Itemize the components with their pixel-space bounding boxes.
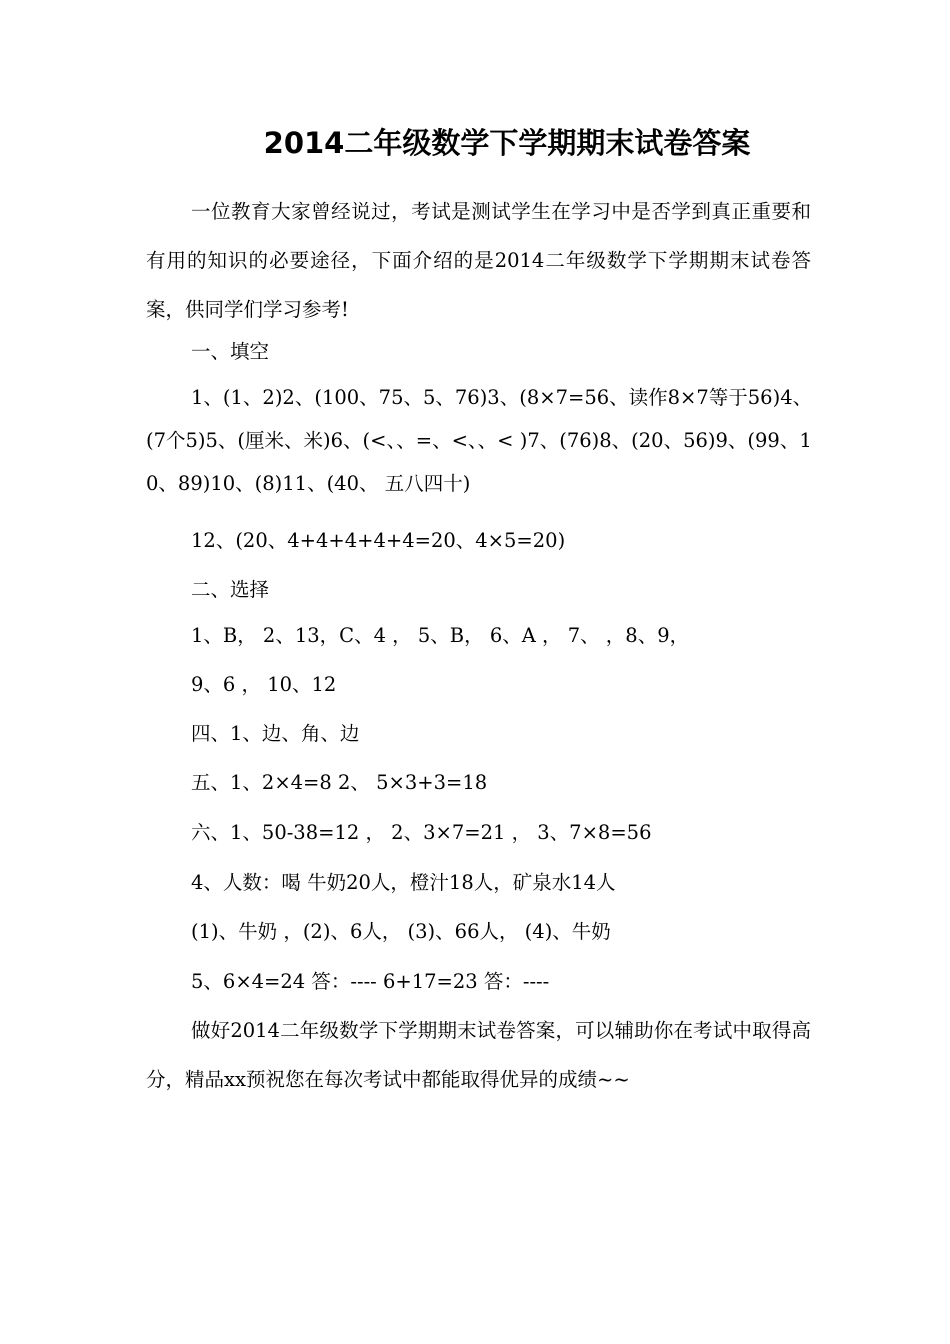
section-6-line-4: 5、6×4=24 答：---- 6+17=23 答：---- <box>191 970 550 993</box>
fill-answers-paragraph: 1、(1、2)2、(100、75、5、76)3、(8×7=56、读作8×7等于56)4、(7个5)5、(厘米、米)6、(<、、=、<、、< )7、(76)8、(20、56)9、(99、10、89)10、(8)11、(40、 五八四十) <box>146 386 813 495</box>
closing-paragraph: 做好2014二年级数学下学期期末试卷答案，可以辅助你在考试中取得高分，精品xx预祝您在每次考试中都能取得优异的成绩~~ <box>146 1019 811 1091</box>
section-6-line-2: 4、人数：喝 牛奶20人，橙汁18人，矿泉水14人 <box>191 871 616 894</box>
section-heading-choice: 二、选择 <box>191 578 270 601</box>
section-4-answers: 四、1、边、角、边 <box>191 722 360 745</box>
section-heading-fill: 一、填空 <box>191 340 270 363</box>
section-6-line-3: (1)、牛奶 ，(2)、6人， (3)、66人， (4)、牛奶 <box>191 920 611 943</box>
choice-answers-line-1: 1、B， 2、13，C、4 ， 5、B， 6、A ， 7、 ，8、9， <box>191 624 690 647</box>
section-5-answers: 五、1、2×4=8 2、 5×3+3=18 <box>191 771 488 794</box>
section-6-line-1: 六、1、50-38=12 ， 2、3×7=21 ， 3、7×8=56 <box>191 821 652 844</box>
document-title: 2014二年级数学下学期期末试卷答案 <box>263 126 751 160</box>
choice-answers-line-2: 9、6 ， 10、12 <box>191 673 337 696</box>
intro-paragraph: 一位教育大家曾经说过，考试是测试学生在学习中是否学到真正重要和有用的知识的必要途径，下面介绍的是2014二年级数学下学期期末试卷答案，供同学们学习参考! <box>146 200 811 321</box>
fill-answer-12: 12、(20、4+4+4+4+4=20、4×5=20) <box>191 529 566 552</box>
